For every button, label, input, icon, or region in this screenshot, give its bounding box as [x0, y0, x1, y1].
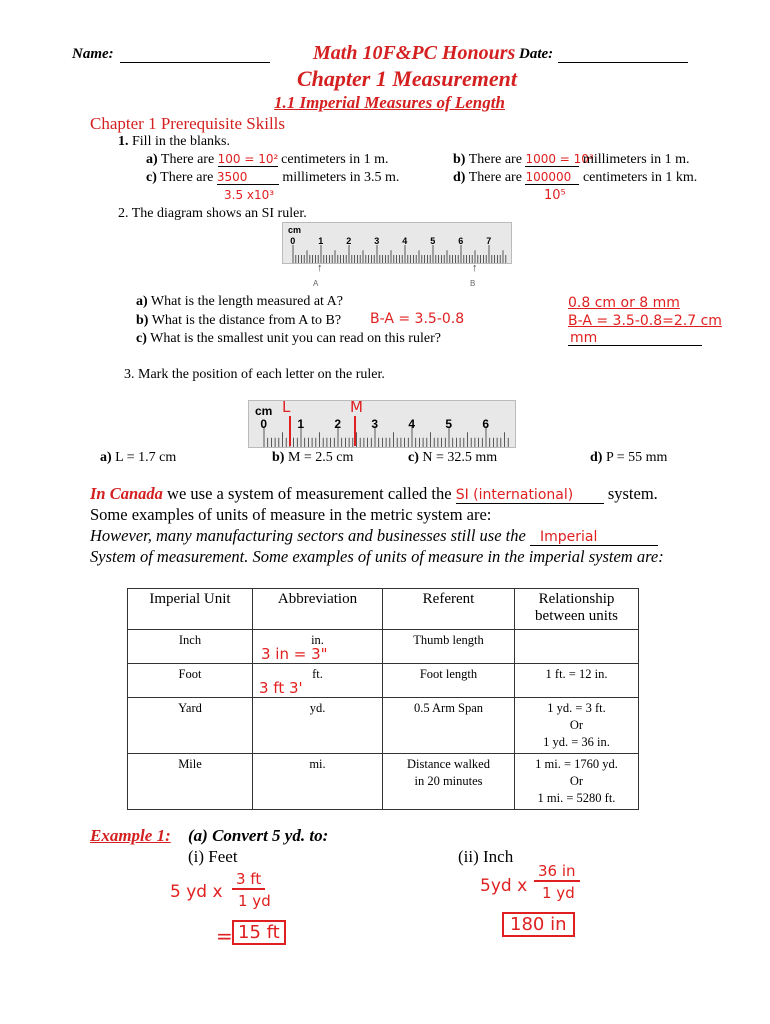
ruler-number: 5 — [445, 417, 453, 431]
cell-referent: 0.5 Arm Span — [383, 698, 515, 754]
q2-c: c) What is the smallest unit you can read on this ruler? — [136, 331, 441, 346]
example-part-i: (i) Feet — [188, 847, 238, 866]
canada-line-2: Some examples of units of measure in the metric system are: — [90, 505, 492, 524]
ruler-number: 2 — [346, 236, 352, 246]
prereq-heading: Chapter 1 Prerequisite Skills — [90, 114, 286, 133]
q2-answer-a: 0.8 cm or 8 mm — [568, 295, 680, 311]
cell-abbr: yd. — [253, 698, 383, 754]
q1-d-answer: 100000 — [525, 170, 579, 185]
cell-unit: Mile — [128, 754, 253, 810]
cell-relationship: 1 mi. = 1760 yd. Or 1 mi. = 5280 ft. — [515, 754, 639, 810]
q3-a: a) L = 1.7 cm — [100, 450, 177, 465]
q1-a-answer: 100 = 10² — [217, 152, 279, 166]
mark-l-label: L — [282, 398, 291, 416]
q3-b: b) M = 2.5 cm — [272, 450, 354, 465]
cell-relationship — [515, 630, 639, 664]
q1-d-answer-2: 10⁵ — [544, 188, 566, 203]
canada-line-3: However, many manufacturing sectors and businesses still use the Imperial — [90, 526, 658, 546]
cell-unit: Yard — [128, 698, 253, 754]
table-header-row — [128, 589, 639, 630]
q1-b-answer: 1000 = 10³ — [525, 152, 594, 166]
date-field[interactable] — [558, 46, 688, 63]
inch-note: 3 in = 3" — [261, 645, 328, 663]
si-ruler-1-ticks — [283, 223, 511, 263]
cell-referent: Foot length — [383, 664, 515, 698]
ruler-number: 7 — [486, 236, 492, 246]
q2-answer-c: mm — [570, 330, 598, 346]
cell-referent: Thumb length — [383, 630, 515, 664]
marker-a-arrow: ↑ — [317, 262, 323, 274]
q1-c-answer-2: 3.5 x10³ — [224, 188, 275, 202]
foot-note: 3 ft 3' — [259, 679, 303, 697]
ruler-number: 6 — [458, 236, 464, 246]
si-ruler-1 — [282, 222, 512, 264]
cell-unit: Foot — [128, 664, 253, 698]
work-ii-numerator: 36 in — [534, 862, 580, 882]
q1-a: a) There are 100 = 10² centimeters in 1 m. — [146, 152, 389, 167]
work-i-left: 5 yd x — [170, 882, 223, 902]
imperial-units-table — [127, 588, 639, 810]
mark-m-line — [354, 416, 356, 446]
si-answer: SI (international) — [456, 487, 604, 504]
ruler-number: 3 — [374, 236, 380, 246]
canada-line-4: System of measurement. Some examples of units of measure in the imperial system are: — [90, 547, 664, 566]
ruler-number: 5 — [430, 236, 436, 246]
mark-m-label: M — [350, 398, 363, 416]
q1-d: d) There are 100000 centimeters in 1 km. — [453, 170, 698, 185]
q3-text: 3. Mark the position of each letter on the ruler. — [124, 367, 385, 382]
canada-line-1: In Canada we use a system of measurement called the SI (international) system. — [90, 484, 658, 503]
header-imperial-unit: Imperial Unit — [128, 589, 253, 630]
header-relationship: Relationship between units — [515, 589, 639, 630]
cell-relationship: 1 yd. = 3 ft. Or 1 yd. = 36 in. — [515, 698, 639, 754]
example-prompt: (a) Convert 5 yd. to: — [188, 826, 329, 845]
q1-b: b) There are 1000 = 10³ millimeters in 1 m. — [453, 152, 690, 167]
ruler-1-unit: cm — [288, 225, 302, 235]
cell-unit: Inch — [128, 630, 253, 664]
table-row — [128, 698, 639, 754]
ruler-number: 2 — [334, 417, 342, 431]
cell-relationship: 1 ft. = 12 in. — [515, 664, 639, 698]
cell-abbr: mi. — [253, 754, 383, 810]
marker-b: B — [470, 279, 476, 288]
q1-c: c) There are 3500 millimeters in 3.5 m. — [146, 170, 400, 185]
cell-abbr: ft. 3 ft 3' — [253, 664, 383, 698]
work-ii-answer: 180 in — [502, 912, 575, 937]
table-row — [128, 754, 639, 810]
work-ii-denominator: 1 yd — [542, 884, 575, 902]
section-subtitle: 1.1 Imperial Measures of Length — [274, 93, 505, 112]
work-i-denominator: 1 yd — [238, 892, 271, 910]
header-referent: Referent — [383, 589, 515, 630]
q2-a: a) What is the length measured at A? — [136, 294, 343, 309]
q2-b: b) What is the distance from A to B? — [136, 313, 342, 328]
work-i-answer: 15 ft — [232, 920, 286, 945]
ruler-number: 1 — [318, 236, 324, 246]
marker-b-arrow: ↑ — [472, 262, 478, 274]
ruler-number: 4 — [408, 417, 416, 431]
q1-intro: 1. Fill in the blanks. — [118, 134, 230, 149]
ruler-number: 3 — [371, 417, 379, 431]
work-i-numerator: 3 ft — [232, 870, 265, 890]
work-ii-left: 5yd x — [480, 876, 528, 896]
table-row — [128, 630, 639, 664]
mark-l-line — [289, 416, 291, 446]
page-title: Chapter 1 Measurement — [297, 66, 518, 91]
cell-abbr: in. 3 in = 3" — [253, 630, 383, 664]
ruler-number: 0 — [290, 236, 296, 246]
ruler-number: 4 — [402, 236, 408, 246]
ruler-number: 1 — [297, 417, 305, 431]
work-i-equals: = — [216, 924, 233, 948]
name-field[interactable] — [120, 46, 270, 63]
example-label: Example 1: — [90, 826, 171, 845]
marker-a: A — [313, 279, 319, 288]
q3-d: d) P = 55 mm — [590, 450, 668, 465]
q1-c-answer: 3500 — [217, 170, 279, 185]
q2-answer-b: B-A = 3.5-0.8=2.7 cm — [568, 313, 722, 329]
cell-referent: Distance walked in 20 minutes — [383, 754, 515, 810]
example-part-ii: (ii) Inch — [458, 847, 514, 866]
ruler-number: 0 — [260, 417, 268, 431]
imperial-answer: Imperial — [530, 529, 658, 546]
q3-c: c) N = 32.5 mm — [408, 450, 498, 465]
ruler-number: 6 — [482, 417, 490, 431]
header-abbreviation: Abbreviation — [253, 589, 383, 630]
date-label: Date: — [519, 46, 554, 62]
q2-b-work: B-A = 3.5-0.8 — [370, 311, 465, 327]
name-label: Name: — [72, 46, 114, 62]
q2-text: 2. The diagram shows an SI ruler. — [118, 206, 307, 221]
ruler-2-unit: cm — [255, 404, 273, 418]
course-title: Math 10F&PC Honours — [313, 42, 516, 64]
table-row — [128, 664, 639, 698]
